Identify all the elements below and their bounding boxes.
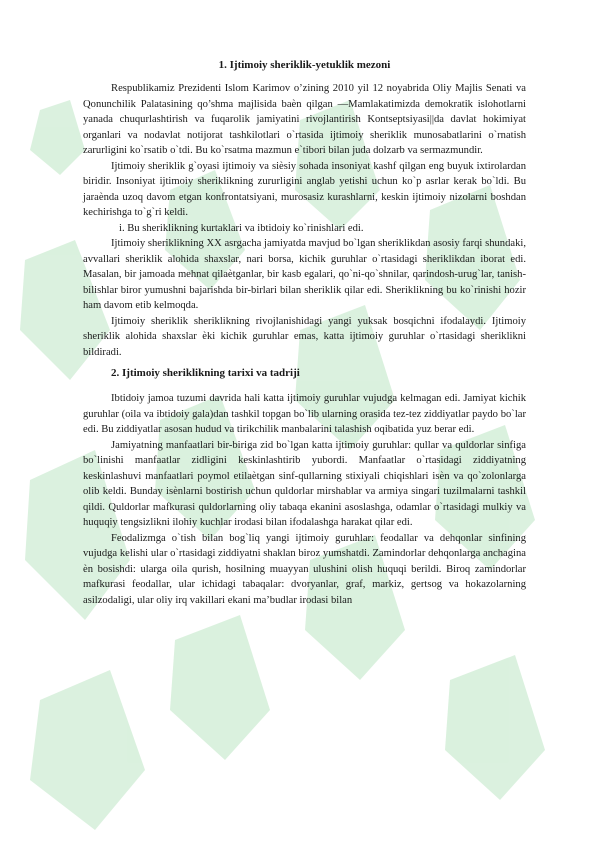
document-page <box>83 58 526 608</box>
section1-paragraph-1: Respublikamiz Prezidenti Islom Karimov o’zining 2010 yil 12 noyabrida Oliy Majlis Senati va Qonunchilik Palatasining qo’shma majlisida baѐn qilgan —Mamlakatimizda demokratik islohotlarni yanada chuqurlashtirish va fuqarolik jamiyatini rivojlantirish Kontseptsiyasi||da davlat hokimiyat organlari va nodavlat notijorat tashkilotlari o`rtasida ijtimoiy sheriklik munosabatlarini o`rnatish zarurligini ko`rsatib o`tdi. Bu ko`rsatma mazmun e`tibori bilan juda dolzarb va sermazmundir. <box>83 83 526 156</box>
section2-paragraph-1: Ibtidoiy jamoa tuzumi davrida hali katta ijtimoiy guruhlar vujudga kelmagan edi. Jamiyat kichik guruhlar (oila va ibtidoiy gala)dan tashkil topgan bo`lib ularning orasida tez-tez ziddiyatlar paydo bo`lar edi. Bu ziddiyatlar asosan hudud va tirikchilik manbalarini talashish oqibatida yuz berar edi. <box>83 393 526 435</box>
section1-list-item: i. Bu sheriklikning kurtaklari va ibtidoiy ko`rinishlari edi. <box>119 222 364 234</box>
section2-title: 2. Ijtimoiy sheriklikning tarixi va tadriji <box>111 367 300 379</box>
section2-paragraph-3: Feodalizmga o`tish bilan bog`liq yangi ijtimoiy guruhlar: feodallar va dehqonlar sinfining vujudga kelishi ular o`rtasidagi ziddiyatni shaklan biroz yumshatdi. Zamindorlar dehqonlarga anchagina ѐn bosishdi: ularga oila qurish, hosilning muayyan ulushini olish huquqi berildi. Biroq zamindorlar mafkurasi feodallar, ular ichidagi tabaqalar: dvoryanlar, graf, markiz, gertsog va hokazolarning asilzodaligi, ular oliy irq vakillari ekani ma’budlar irodasi bilan <box>83 532 526 606</box>
section1-paragraph-2: Ijtimoiy sheriklik g`oyasi ijtimoiy va siѐsiy sohada insoniyat kashf qilgan eng buyuk ixtirolardan biridir. Insoniyat ijtimoiy sheriklikning zururligini anglab yetishi uchun ko`p asrlar kerak bo`ldi. Bu jaraѐnda uzoq davom etgan konfrontatsiyani, murosasiz kurashlarni, keskin ijtimoiy nizolarni boshdan kechirishga to`g`ri keldi. <box>83 160 526 218</box>
section1-title: 1. Ijtimoiy sheriklik-yetuklik mezoni <box>218 59 391 71</box>
section2-paragraph-2: Jamiyatning manfaatlari bir-biriga zid bo`lgan katta ijtimoiy guruhlar: qullar va quldorlar sinfiga bo`linishi manfaatlar zidligini keskinlashtirib yubordi. Manfaatlar o`rtasidagi ziddiyatning keskinlashuvi manfaatlari poymol etilaѐtgan sinf-qullarning stixiyali chiqishlari isѐn va qo`zolonlarga olib keldi. Bunday isѐnlarni bostirish uchun quldorlar mirshablar va armiya singari tuzilmalarni tashkil qildi. Quldorlar mafkurasi quldorlarning oliy tabaqa ekanini asoslashga, odamlar o`rtasidagi mulkiy va huquqiy tengsizlikni ilohiy kuchlar irodasi bilan ifodalashga harakat qilar edi. <box>83 439 526 528</box>
section1-paragraph-4: Ijtimoiy sheriklik sheriklikning rivojlanishidagi yangi yuksak bosqichni ifodalaydi. Ijtimoiy sheriklik alohida shaxslar ѐki kichik guruhlar emas, katta ijtimoiy guruhlar o`rtasidagi sheriklikni bildiradi. <box>83 315 526 358</box>
section1-paragraph-3: Ijtimoiy sheriklikning XX asrgacha jamiyatda mavjud bo`lgan sheriklikdan asosiy farqi shundaki, avvallari sheriklik alohida shaxslar, nari borsa, kichik guruhlar o`rtasidagi sheriklikdan iborat edi. Masalan, bir jamoada mehnat qilaѐtganlar, bir kasb egalari, qo`ni-qo`shnilar, qarindosh-urug`lar, tanish-bilishlar biror yumushni bajarishda bir-birlari bilan sheriklik qilar edi. Sheriklikning bu ko`rinishi hozir ham davom etib kelmoqda. <box>83 238 526 311</box>
